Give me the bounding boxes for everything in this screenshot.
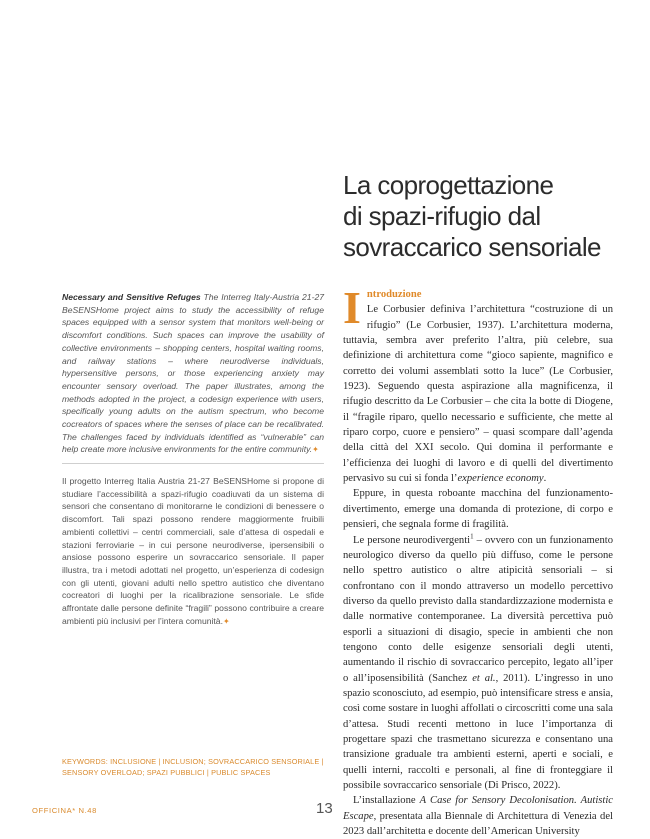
star-icon: ✦ [312, 445, 319, 455]
title-line-2: di spazi-rifugio dal [343, 201, 541, 231]
keywords: KEYWORDS: INCLUSIONE | INCLUSION; SOVRACCARICO SENSORIALE | SENSORY OVERLOAD; SPAZI PUBBLICI | PUBLIC SPACES [62, 757, 324, 777]
page-number: 13 [316, 800, 333, 817]
abstract-italian [62, 475, 324, 628]
abstract-english-heading: Necessary and Sensitive Refuges [62, 292, 201, 302]
paragraph-3: Le persone neurodivergenti$^1$ – ovvero con un funzionamento neurologico diverso da quello più diffuso, come le persone nello spettro autistico o altre atipicità sensoriali – si confrontano con il mondo attraverso un modello percettivo diverso da quello previsto dalla standardizzazione modernista e dalle normative contemporanee. La diversità percettiva può esporli a situazioni di disagio, specie in ambienti che non tengono conto delle esigenze sensoriali degli utenti, aumentando il rischio di sovraccarico percepito, legato all’iper o all’iposensibilità (Sanchez et al., 2011). L’ingresso in uno spazio sconosciuto, ad esempio, può intensificare stress e ansia, così come sostare in luoghi affollati o circoscritti come una sala d’attesa. Studi recenti mettono in luce l’importanza di progettare spazi che trasmettano sicurezza e consentano una transizione graduale tra ambienti esterni, aperti e sociali, e quelli interni, raccolti e personali, al fine di fronteggiare il possibile sovraccarico sensoriale (Di Prisco, 2022). [343, 531, 614, 791]
paragraph-2: Eppure, in questa roboante macchina del funzionamento-divertimento, emerge una domanda di protezione, di corpo e pensieri, che segnala forme di fragilità. [343, 488, 613, 531]
abstract-italian-text: Il progetto Interreg Italia Austria 21-27 BeSENSHome si propone di studiare l’accessibilità a spazi-rifugio coadiuvati da un sistema di sensori che consentano di monitorarne le condizioni di benessere o discomfort. Tali spazi possono rendere maggiormente fruibili ambienti collettivi – centri commerciali, sale d’attesa di ospedali e stazioni ferroviarie – in cui persone neurodiverse, ipersensibili o ansiose possono esperire un sovraccarico sensoriale. Il paper illustra, tra i metodi adottati nel progetto, un’esperienza di codesign con gli utenti, giovani adulti nello spettro autistico che diventano cocreatori di luoghi per la ricalibrazione sensoriale. Le sfide affrontate dalle persone definite “fragili” possono contribuire a creare ambienti più inclusivi per l’intera comunità. [62, 476, 324, 626]
abstract-english [62, 291, 324, 457]
paragraph-4: L’installazione A Case for Sensory Decolonisation. Autistic Escape, presentata alla Biennale di Architettura di Venezia del 2023 dall’architetta e docente dell’American University [343, 795, 613, 838]
footnote-ref: 1 [470, 531, 474, 540]
article-title [343, 170, 643, 263]
title-line-1: La coprogettazione [343, 170, 554, 200]
dropcap: I [343, 282, 361, 333]
title-line-3: sovraccarico sensoriale [343, 232, 601, 262]
abstract-english-text: The Interreg Italy-Austria 21-27 BeSENSHome project aims to study the accessibility of refuge spaces equipped with a sensor system that monitors well-being or discomfort conditions. Such spaces can improve the usability of collective environments – shopping centers, hospital waiting rooms, and railway stations – where neurodiverse individuals, hypersensitive persons, or those experiencing anxiety may encounter sensory overload. The paper illustrates, among the methods adopted in the project, a codesign experience with users, specifically young adults on the autism spectrum, who become cocreators of spaces where the senses of place can be recalibrated. The challenges faced by individuals identified as “vulnerable” can help create more inclusive environments for the entire community. [62, 292, 325, 455]
article-body [343, 282, 614, 839]
abstract-divider [62, 463, 324, 464]
star-icon: ✦ [222, 616, 230, 626]
journal-name: OFFICINA* N.48 [32, 806, 97, 815]
section-heading: ntroduzione [366, 289, 422, 300]
paragraph-1: Le Corbusier definiva l’architettura “costruzione di un rifugio” (Le Corbusier, 1937). L’architettura moderna, tuttavia, sembra aver preferito l’altra, più celebre, sua definizione di architettura come “gioco sapiente, magnifico e corretto dei volumi assemblati sotto la luce” (Le Corbusier, 1923). Seguendo questa aspirazione alla magnificenza, il rifugio descritto da Le Corbusier – che cita la botte di Diogene, il “fragile riparo, quello necessario e sufficiente, che mette al riparo corpo, cuore e pensiero” – quasi scompare dall’agenda della città del XXI secolo. Qui domina il performante e l’efficienza dei luoghi di lavoro e di quelli del divertimento pervasivo su cui si fonda l’experience economy. [343, 304, 613, 485]
